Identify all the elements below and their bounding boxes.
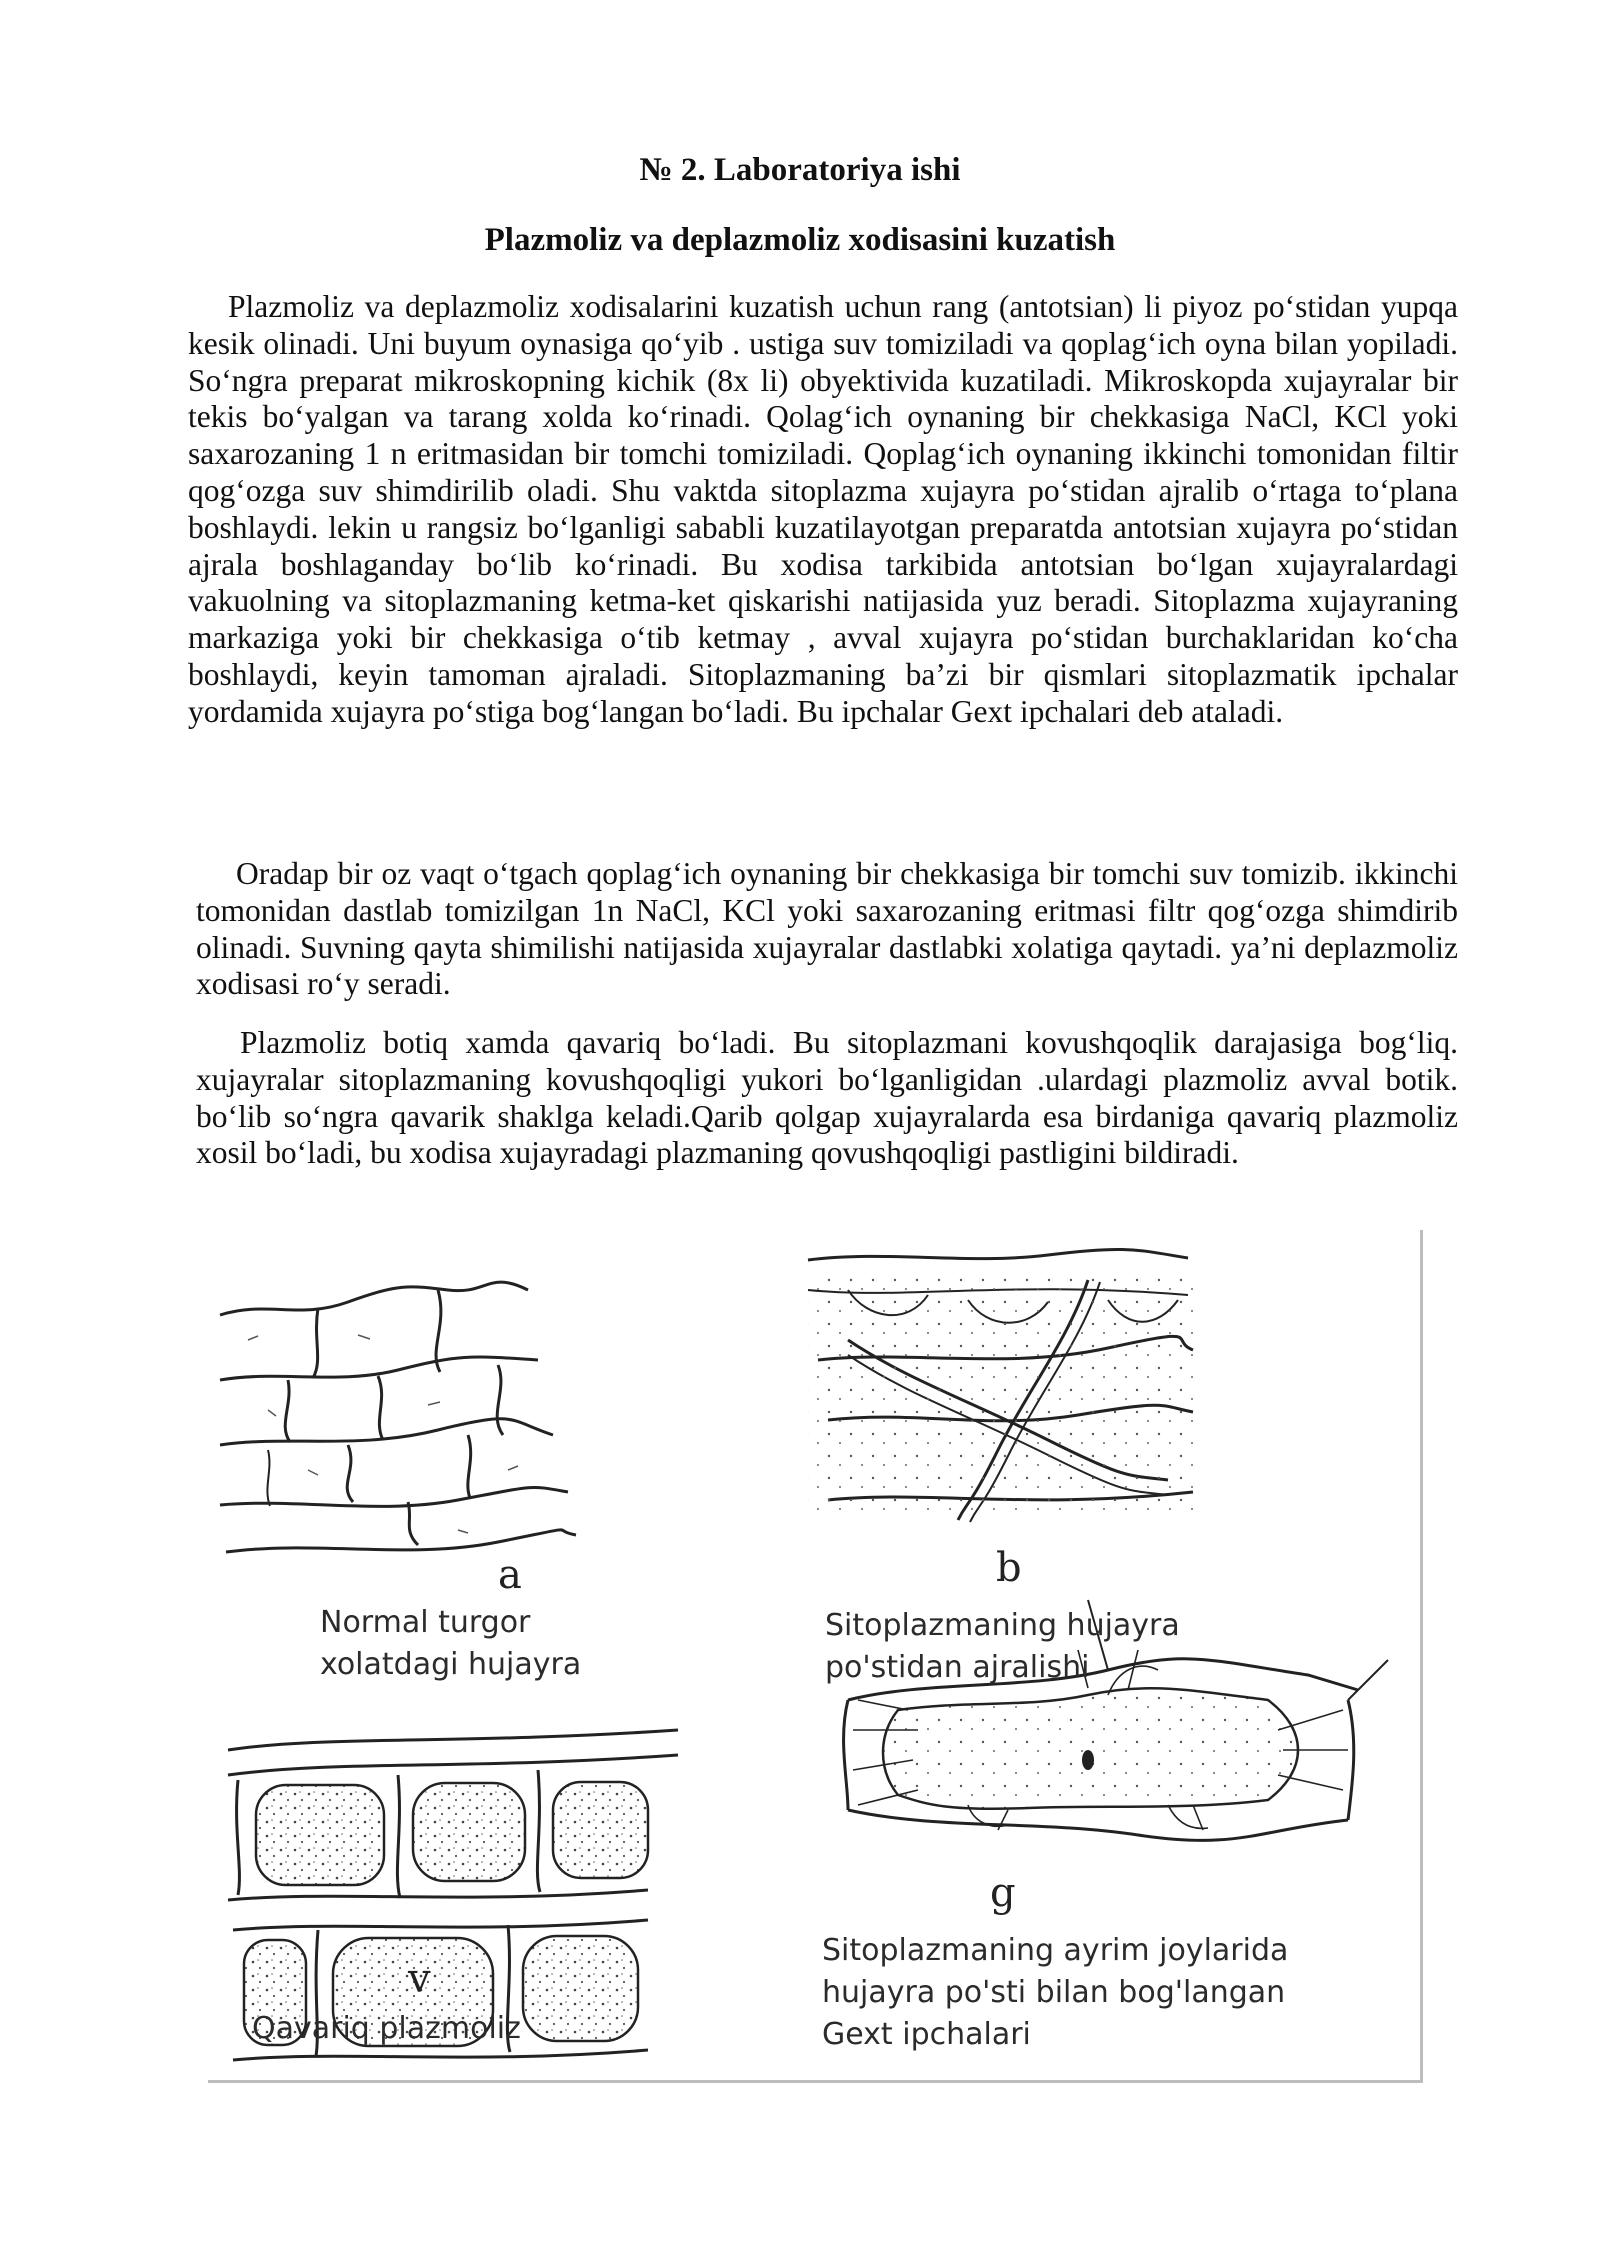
panel-v-letter: v bbox=[408, 1956, 431, 2002]
panel-b-drawing bbox=[808, 1249, 1193, 1522]
plasmolysis-figure bbox=[208, 1230, 1423, 2083]
paragraph-plasmolysis-types: Plazmoliz botiq xamda qavariq bo‘ladi. Bu sitoplazmani kovushqoqlik darajasiga bog‘liq. xujayralar sitoplazmaning kovushqoqligi yukori bo‘lganligidan .ulardagi plazmoliz avval botik. bo‘lib so‘ngra qavarik shaklga keladi.Qarib qolgap xujayralarda esa birdaniga qavariq plazmoliz xosil bo‘ladi, bu xodisa xujayradagi plazmaning qovushqoqligi pastligini bildiradi. bbox=[196, 1025, 1458, 1171]
panel-b-caption bbox=[825, 1605, 1180, 1689]
panel-b-letter: b bbox=[996, 1545, 1022, 1591]
panel-g-caption-line-2: hujayra po'sti bilan bog'langan bbox=[822, 1975, 1286, 2010]
panel-b-caption-line-2: po'stidan ajralishi bbox=[825, 1650, 1090, 1685]
panel-a-caption-line-1: Normal turgor bbox=[320, 1605, 531, 1640]
panel-v-caption-line-1: Qavariq plazmoliz bbox=[252, 2011, 521, 2046]
panel-g-caption bbox=[822, 1930, 1288, 2056]
lab-number-heading: № 2. Laboratoriya ishi bbox=[639, 152, 961, 188]
panel-g-letter: g bbox=[990, 1870, 1016, 1916]
panel-b-caption-line-1: Sitoplazmaning hujayra bbox=[825, 1608, 1180, 1643]
panel-g-caption-line-1: Sitoplazmaning ayrim joylarida bbox=[822, 1933, 1289, 1968]
paragraph-plasmolysis-procedure: Plazmoliz va deplazmoliz xodisalarini kuzatish uchun rang (antotsian) li piyoz po‘stidan yupqa kesik olinadi. Uni buyum oynasiga qo‘yib . ustiga suv tomiziladi va qoplag‘ich oyna bilan yopiladi. So‘ngra preparat mikroskopning kichik (8x li) obyektivida kuzatiladi. Mikroskopda xujayralar bir tekis bo‘yalgan va tarang xolda ko‘rinadi. Qolag‘ich oynaning bir chekkasiga NaCl, KCl yoki saxarozaning 1 n eritmasidan bir tomchi tomiziladi. Qoplag‘ich oynaning ikkinchi tomonidan filtir qog‘ozga suv shimdirilib oladi. Shu vaktda sitoplazma xujayra po‘stidan ajralib o‘rtaga to‘plana boshlaydi. lekin u rangsiz bo‘lganligi sababli kuzatilayotgan preparatda antotsian xujayra po‘stidan ajrala boshlaganday bo‘lib ko‘rinadi. Bu xodisa tarkibida antotsian bo‘lgan xujayralardagi vakuolning va sitoplazmaning ketma-ket qiskarishi natijasida yuz beradi. Sitoplazma xujayraning markaziga yoki bir chekkasiga o‘tib ketmay , avval xujayra po‘stidan burchaklaridan ko‘cha boshlaydi, keyin tamoman ajraladi. Sitoplazmaning ba’zi bir qismlari sitoplazmatik ipchalar yordamida xujayra po‘stiga bog‘langan bo‘ladi. Bu ipchalar Gext ipchalari deb ataladi. bbox=[188, 289, 1458, 729]
panel-a-letter: a bbox=[498, 1552, 522, 1598]
panel-a-caption bbox=[320, 1602, 581, 1686]
panel-v-caption bbox=[252, 2008, 521, 2050]
panel-g-caption-line-3: Gext ipchalari bbox=[822, 2017, 1031, 2052]
panel-a-caption-line-2: xolatdagi hujayra bbox=[320, 1647, 582, 1682]
panel-a-drawing bbox=[220, 1282, 576, 1552]
lab-title-heading: Plazmoliz va deplazmoliz xodisasini kuzatish bbox=[484, 222, 1116, 258]
paragraph-deplasmolysis: Oradap bir oz vaqt o‘tgach qoplag‘ich oynaning bir chekkasiga bir tomchi suv tomizib. ikkinchi tomonidan dastlab tomizilgan 1n NaCl, KCl yoki saxarozaning eritmasi filtr qog‘ozga shimdirib olinadi. Suvning qayta shimilishi natijasida xujayralar dastlabki xolatiga qaytadi. ya’ni deplazmoliz xodisasi ro‘y seradi. bbox=[196, 856, 1458, 1002]
